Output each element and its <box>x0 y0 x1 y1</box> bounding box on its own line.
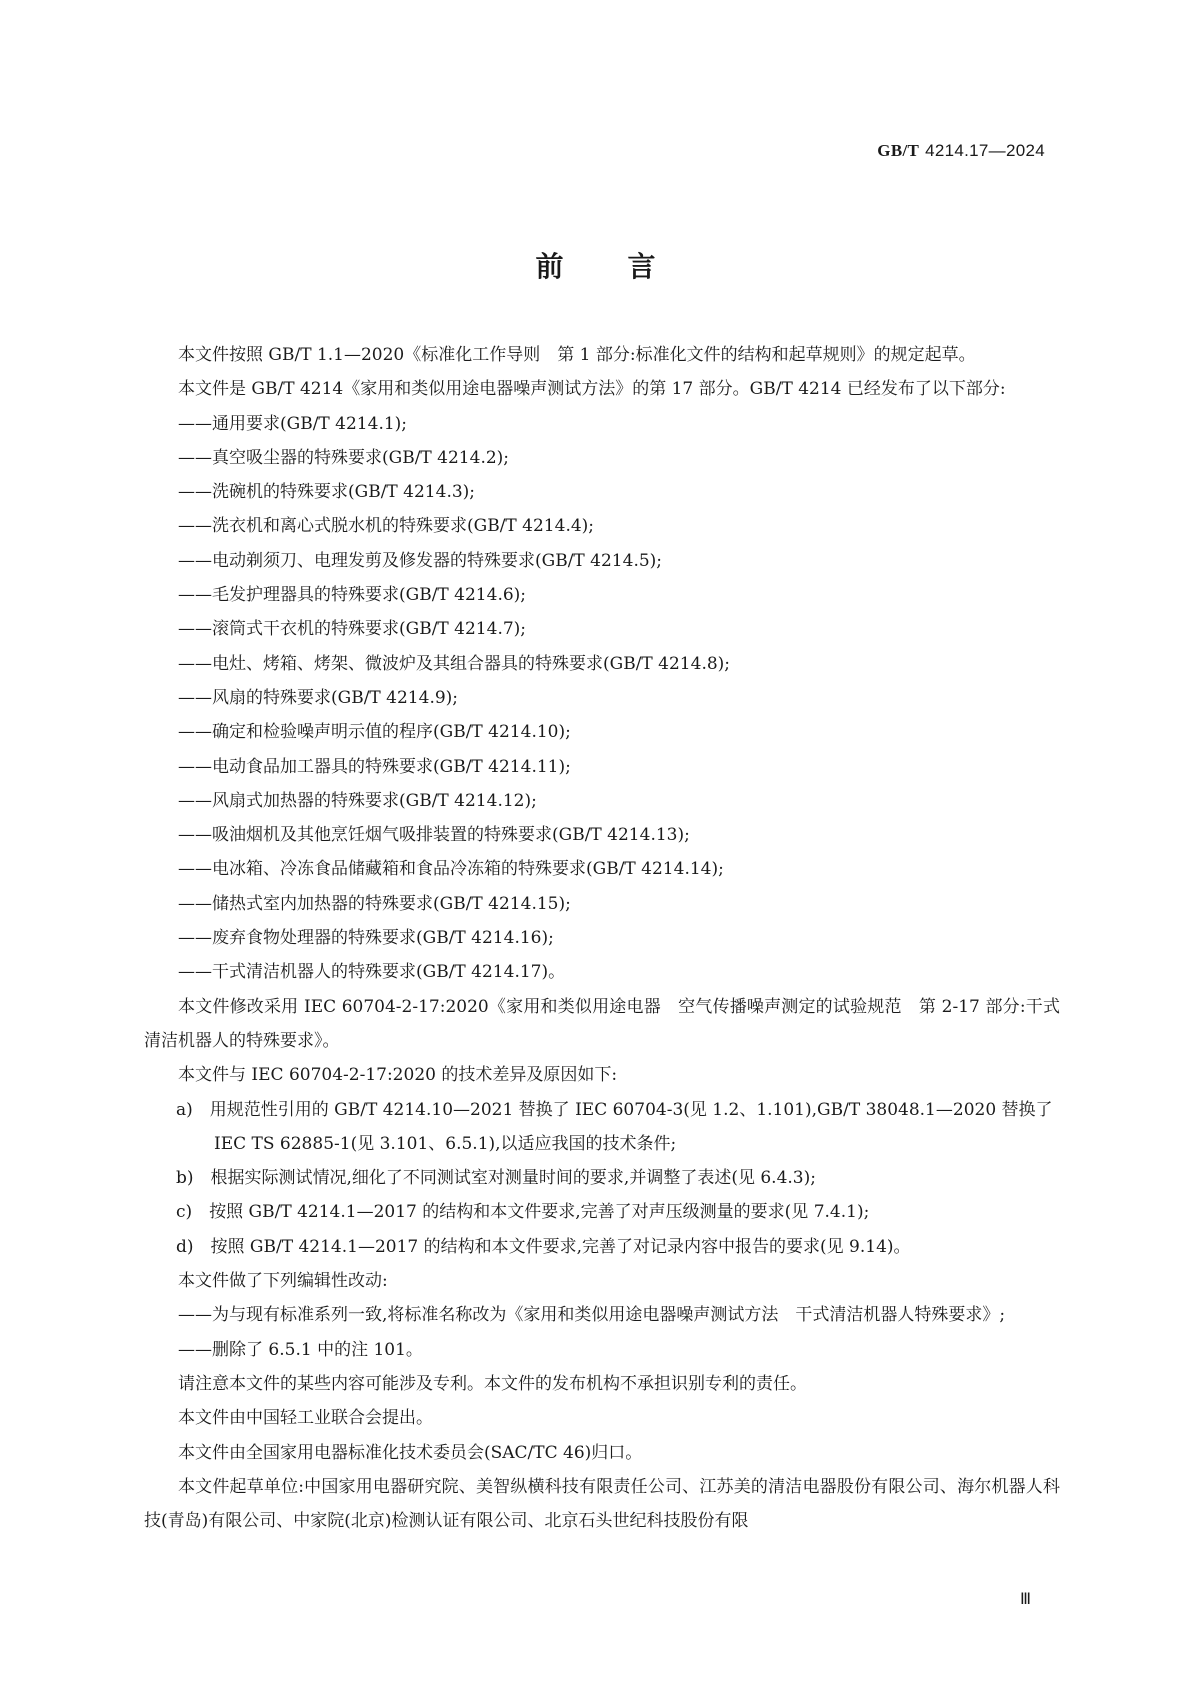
standard-prefix: GB/T <box>877 141 920 160</box>
list-item: ——电动食品加工器具的特殊要求(GB/T 4214.11); <box>178 756 571 777</box>
paragraph-differences-intro: 本文件与 IEC 60704-2-17:2020 的技术差异及原因如下: <box>178 1065 618 1086</box>
editorial-item: ——为与现有标准系列一致,将标准名称改为《家用和类似用途电器噪声测试方法 干式清洁机器人特殊要求》; <box>178 1305 1006 1326</box>
paragraph-drafting-units: 本文件起草单位:中国家用电器研究院、美智纵横科技有限责任公司、江苏美的清洁电器股份有限公司、海尔机器人科技(青岛)有限公司、中家院(北京)检测认证有限公司、北京石头世纪科技股份有限 <box>144 1476 1060 1532</box>
standard-number: 4214.17—2024 <box>925 141 1045 160</box>
paragraph-iec-adoption: 本文件修改采用 IEC 60704-2-17:2020《家用和类似用途电器 空气传播噪声测定的试验规范 第 2-17 部分:干式清洁机器人的特殊要求》。 <box>144 996 1060 1051</box>
paragraph-drafting-rules: 本文件按照 GB/T 1.1—2020《标准化工作导则 第 1 部分:标准化文件的结构和起草规则》的规定起草。 <box>178 345 976 365</box>
list-item: ——风扇式加热器的特殊要求(GB/T 4214.12); <box>178 790 537 811</box>
list-item: ——吸油烟机及其他烹饪烟气吸排装置的特殊要求(GB/T 4214.13); <box>178 825 690 846</box>
list-item: ——电灶、烤箱、烤架、微波炉及其组合器具的特殊要求(GB/T 4214.8); <box>178 653 731 674</box>
list-item: ——毛发护理器具的特殊要求(GB/T 4214.6); <box>178 585 527 606</box>
standard-number-header <box>877 141 1045 161</box>
paragraph-committee: 本文件由全国家用电器标准化技术委员会(SAC/TC 46)归口。 <box>178 1442 643 1463</box>
page-title: 前言 <box>535 250 720 283</box>
list-item: ——电动剃须刀、电理发剪及修发器的特殊要求(GB/T 4214.5); <box>178 550 663 571</box>
list-item: ——电冰箱、冷冻食品储藏箱和食品冷冻箱的特殊要求(GB/T 4214.14); <box>178 859 724 880</box>
list-item: ——洗衣机和离心式脱水机的特殊要求(GB/T 4214.4); <box>178 516 595 537</box>
list-item: ——储热式室内加热器的特殊要求(GB/T 4214.15); <box>178 893 571 914</box>
difference-item: d) 按照 GB/T 4214.1—2017 的结构和本文件要求,完善了对记录内容中报告的要求(见 9.14)。 <box>176 1236 911 1257</box>
paragraph-proposer: 本文件由中国轻工业联合会提出。 <box>178 1408 433 1429</box>
list-item: ——真空吸尘器的特殊要求(GB/T 4214.2); <box>178 447 510 468</box>
list-item: ——风扇的特殊要求(GB/T 4214.9); <box>178 687 459 708</box>
paragraph-patent-notice: 请注意本文件的某些内容可能涉及专利。本文件的发布机构不承担识别专利的责任。 <box>178 1373 807 1394</box>
list-item: ——通用要求(GB/T 4214.1); <box>178 413 408 434</box>
list-item: ——干式清洁机器人的特殊要求(GB/T 4214.17)。 <box>178 962 566 983</box>
page-number: Ⅲ <box>1019 1591 1031 1608</box>
difference-item: c) 按照 GB/T 4214.1—2017 的结构和本文件要求,完善了对声压级测量的要求(见 7.4.1); <box>176 1202 870 1223</box>
difference-item: a) 用规范性引用的 GB/T 4214.10—2021 替换了 IEC 60704-3(见 1.2、1.101),GB/T 38048.1—2020 替换了 IEC TS 62885-1(见 3.101、6.5.1),以适应我国的技术条件; <box>176 1099 1053 1154</box>
difference-item: b) 根据实际测试情况,细化了不同测试室对测量时间的要求,并调整了表述(见 6.4.3); <box>176 1168 816 1189</box>
paragraph-series-intro: 本文件是 GB/T 4214《家用和类似用途电器噪声测试方法》的第 17 部分。GB/T 4214 已经发布了以下部分: <box>178 379 1006 400</box>
list-item: ——废弃食物处理器的特殊要求(GB/T 4214.16); <box>178 928 554 949</box>
paragraph-editorial-intro: 本文件做了下列编辑性改动: <box>178 1271 388 1292</box>
list-item: ——确定和检验噪声明示值的程序(GB/T 4214.10); <box>178 722 571 743</box>
foreword-body <box>144 338 1060 1538</box>
list-item: ——滚筒式干衣机的特殊要求(GB/T 4214.7); <box>178 619 527 640</box>
list-item: ——洗碗机的特殊要求(GB/T 4214.3); <box>178 482 476 503</box>
editorial-item: ——删除了 6.5.1 中的注 101。 <box>178 1339 423 1360</box>
